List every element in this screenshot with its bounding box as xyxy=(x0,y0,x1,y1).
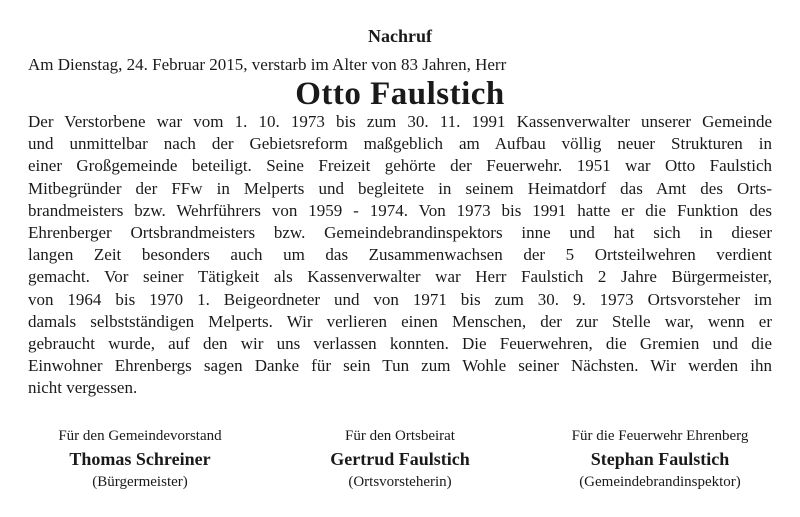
signature-role: Für den Gemeindevorstand xyxy=(58,428,222,444)
deceased-name: Otto Faulstich xyxy=(295,76,505,112)
signature-gemeindevorstand xyxy=(20,426,260,492)
body-line: gebraucht wurde, auf den wir uns verlassen konnten. Die Feuerwehren, die Gremien und die xyxy=(28,333,772,353)
notice-body xyxy=(28,111,772,399)
body-line: langen Zeit besonders auch um das Zusammenwachsen der 5 Ortsteilwehren verdient xyxy=(28,245,772,265)
signature-role: Für den Ortsbeirat xyxy=(345,428,455,444)
body-line: damals selbstständigen Melperts. Wir verlieren einen Menschen, der zur Stelle war, wenn er xyxy=(28,311,772,331)
body-line: nicht vergessen. xyxy=(28,378,138,398)
body-line: Ehrenberger Ortsbrandmeisters bzw. Gemeindebrandinspektors inne und hat sich in dieser xyxy=(28,222,772,242)
notice-intro: Am Dienstag, 24. Februar 2015, verstarb im Alter von 83 Jahren, Herr xyxy=(28,55,507,74)
signature-block xyxy=(28,426,772,492)
body-line: brandmeisters bzw. Wehrführers von 1959 - 1974. Von 1973 bis 1991 hatte er die Funktion des xyxy=(28,200,772,220)
signature-title: (Bürgermeister) xyxy=(92,474,188,490)
signature-title: (Gemeindebrandinspektor) xyxy=(579,474,741,490)
obituary-notice xyxy=(28,22,772,399)
signature-name: Thomas Schreiner xyxy=(69,449,211,469)
signature-role: Für die Feuerwehr Ehrenberg xyxy=(571,428,749,444)
signature-ortsbeirat xyxy=(280,426,520,492)
body-line: Der Verstorbene war vom 1. 10. 1973 bis zum 30. 11. 1991 Kassenverwalter unserer Gemeinde xyxy=(28,112,772,131)
notice-heading: Nachruf xyxy=(368,26,432,46)
body-line: von 1964 bis 1970 1. Beigeordneter und von 1971 bis zum 30. 9. 1973 Ortsvorsteher im xyxy=(28,289,772,309)
body-line: gemacht. Vor seiner Tätigkeit als Kassenverwalter war Herr Faulstich 2 Jahre Bürgermeister, xyxy=(28,267,772,287)
signature-name: Gertrud Faulstich xyxy=(330,449,470,469)
signature-title: (Ortsvorsteherin) xyxy=(348,474,452,490)
body-line: Einwohner Ehrenbergs sagen Danke für sein Tun zum Wohle seiner Nächsten. Wir werden ihn xyxy=(28,356,772,376)
body-line: einer Großgemeinde beteiligt. Seine Freizeit gehörte der Feuerwehr. 1951 war Otto Faulstich xyxy=(28,156,772,176)
signature-name: Stephan Faulstich xyxy=(590,449,730,469)
signature-feuerwehr xyxy=(540,426,780,492)
body-line: Mitbegründer der FFw in Melperts und begleitete in seinem Heimatdorf das Amt des Orts- xyxy=(28,178,772,198)
body-line: und unmittelbar nach der Gebietsreform maßgeblich am Aufbau völlig neuer Strukturen in xyxy=(28,134,772,154)
